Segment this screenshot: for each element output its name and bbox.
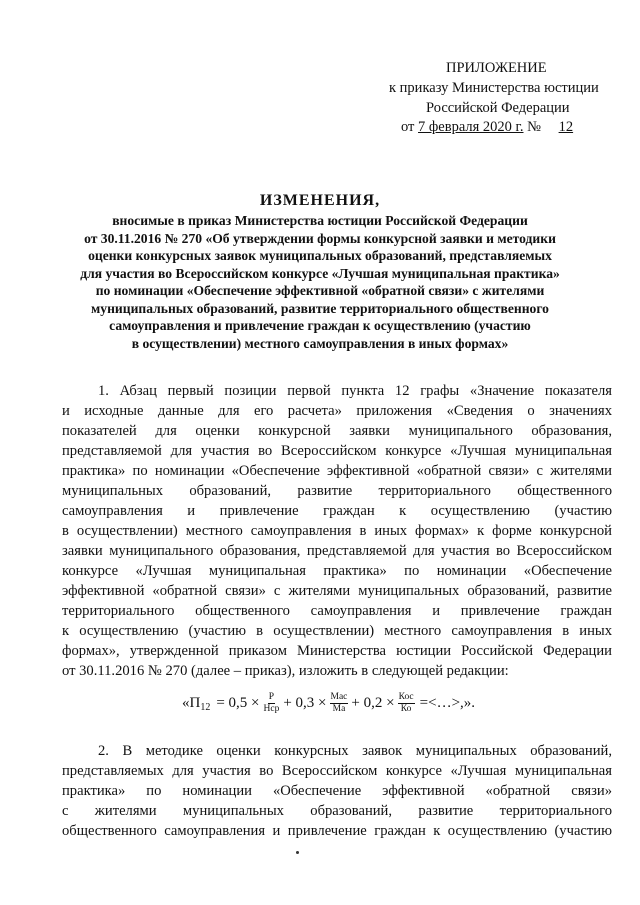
- paragraph1-line: и исходные данные для его расчета» приложения «Сведения о значениях: [62, 403, 612, 419]
- appendix-label: ПРИЛОЖЕНИЕ: [446, 60, 547, 76]
- title-line: по номинации «Обеспечение эффективной «обратной связи» с жителями: [95, 283, 545, 298]
- paragraph1-line: показателей для оценки конкурсной заявки муниципального образования,: [62, 423, 612, 439]
- title-line: в осуществлении) местного самоуправления в иных формах»: [131, 335, 509, 351]
- order-date: 7 февраля 2020 г.: [418, 119, 524, 135]
- paragraph1-line: в осуществлении) местного самоуправления в иных формах» к форме конкурсной: [62, 523, 612, 539]
- document-heading: ИЗМЕНЕНИЯ,: [259, 192, 381, 209]
- appendix-federation-line: Российской Федерации: [426, 100, 570, 116]
- title-line: вносимые в приказ Министерства юстиции Российской Федерации: [112, 213, 528, 228]
- paragraph2-line: с жителями муниципальных образований, развитие территориального: [62, 803, 612, 819]
- paragraph1-line: к осуществлению (участию в осуществлении) местного самоуправления в иных: [62, 623, 612, 639]
- formula-subscript: 12: [200, 702, 211, 713]
- title-line: муниципальных образований, развитие территориального общественного: [91, 300, 549, 316]
- title-line: самоуправления и привлечение граждан к осуществлению (участию: [109, 318, 531, 333]
- date-prefix: от: [401, 119, 415, 135]
- paragraph1-line: 1. Абзац первый позиции первой пункта 12 графы «Значение показателя: [98, 383, 612, 399]
- paragraph1-line: заявки муниципального образования, представляемой для участия во Всероссийском: [62, 543, 612, 559]
- paragraph1-line: формах», утвержденной приказом Министерства юстиции Российской Федерации: [62, 643, 612, 659]
- paragraph1-line: территориального общественного самоуправления и привлечение граждан: [62, 603, 612, 619]
- title-line: оценки конкурсных заявок муниципальных образований, представляемых: [88, 248, 552, 263]
- paragraph1-line: практика» по номинации «Обеспечение эффективной «обратной связи» с жителями: [62, 463, 612, 479]
- fraction-kos-ko: [398, 692, 415, 715]
- paragraph2-line: общественного самоуправления и привлечение граждан к осуществлению (участию: [62, 823, 612, 839]
- paragraph1-line: самоуправления и привлечение граждан к осуществлению (участию: [62, 503, 612, 519]
- fraction-denominator: Нср: [263, 704, 280, 714]
- appendix-date-line: [401, 117, 587, 138]
- fraction-denominator: Ма: [332, 704, 346, 714]
- order-number: 12: [558, 119, 574, 135]
- formula-tail: =<…>,».: [419, 695, 476, 711]
- formula: [182, 692, 475, 715]
- paragraph2-line: практика» по номинации «Обеспечение эффективной «обратной связи»: [62, 783, 612, 799]
- appendix-order-line: к приказу Министерства юстиции: [389, 80, 599, 96]
- title-line: для участия во Всероссийском конкурсе «Лучшая муниципальная практика»: [80, 265, 560, 281]
- title-line: от 30.11.2016 № 270 «Об утверждении формы конкурсной заявки и методики: [84, 230, 556, 246]
- fraction-denominator: Ко: [400, 704, 412, 714]
- scan-speck: [296, 851, 299, 854]
- paragraph1-line: от 30.11.2016 № 270 (далее – приказ), изложить в следующей редакции:: [62, 663, 509, 679]
- formula-plus: + 0,2 ×: [351, 695, 395, 711]
- fraction-numerator: Р: [268, 692, 275, 702]
- formula-open: «П: [182, 695, 201, 711]
- fraction-mas-ma: [330, 692, 349, 715]
- number-prefix: №: [527, 119, 541, 135]
- paragraph1-line: конкурсе «Лучшая муниципальная практика» по номинации «Обеспечение: [62, 563, 612, 579]
- paragraph1-line: муниципальных образований, развитие территориального общественного: [62, 483, 612, 499]
- formula-eq: = 0,5 ×: [216, 695, 260, 711]
- formula-plus: + 0,3 ×: [283, 695, 327, 711]
- paragraph2-line: представляемых для участия во Всероссийском конкурсе «Лучшая муниципальная: [62, 763, 612, 779]
- fraction-numerator: Мас: [330, 692, 348, 702]
- fraction-p-nsr: [263, 692, 281, 715]
- paragraph1-line: представляемой для участия во Всероссийском конкурсе «Лучшая муниципальная: [62, 443, 612, 459]
- paragraph1-line: эффективной «обратной связи» с жителями муниципальных образований, развитие: [62, 583, 612, 599]
- fraction-numerator: Кос: [398, 692, 414, 702]
- paragraph2-line: 2. В методике оценки конкурсных заявок муниципальных образований,: [98, 743, 612, 759]
